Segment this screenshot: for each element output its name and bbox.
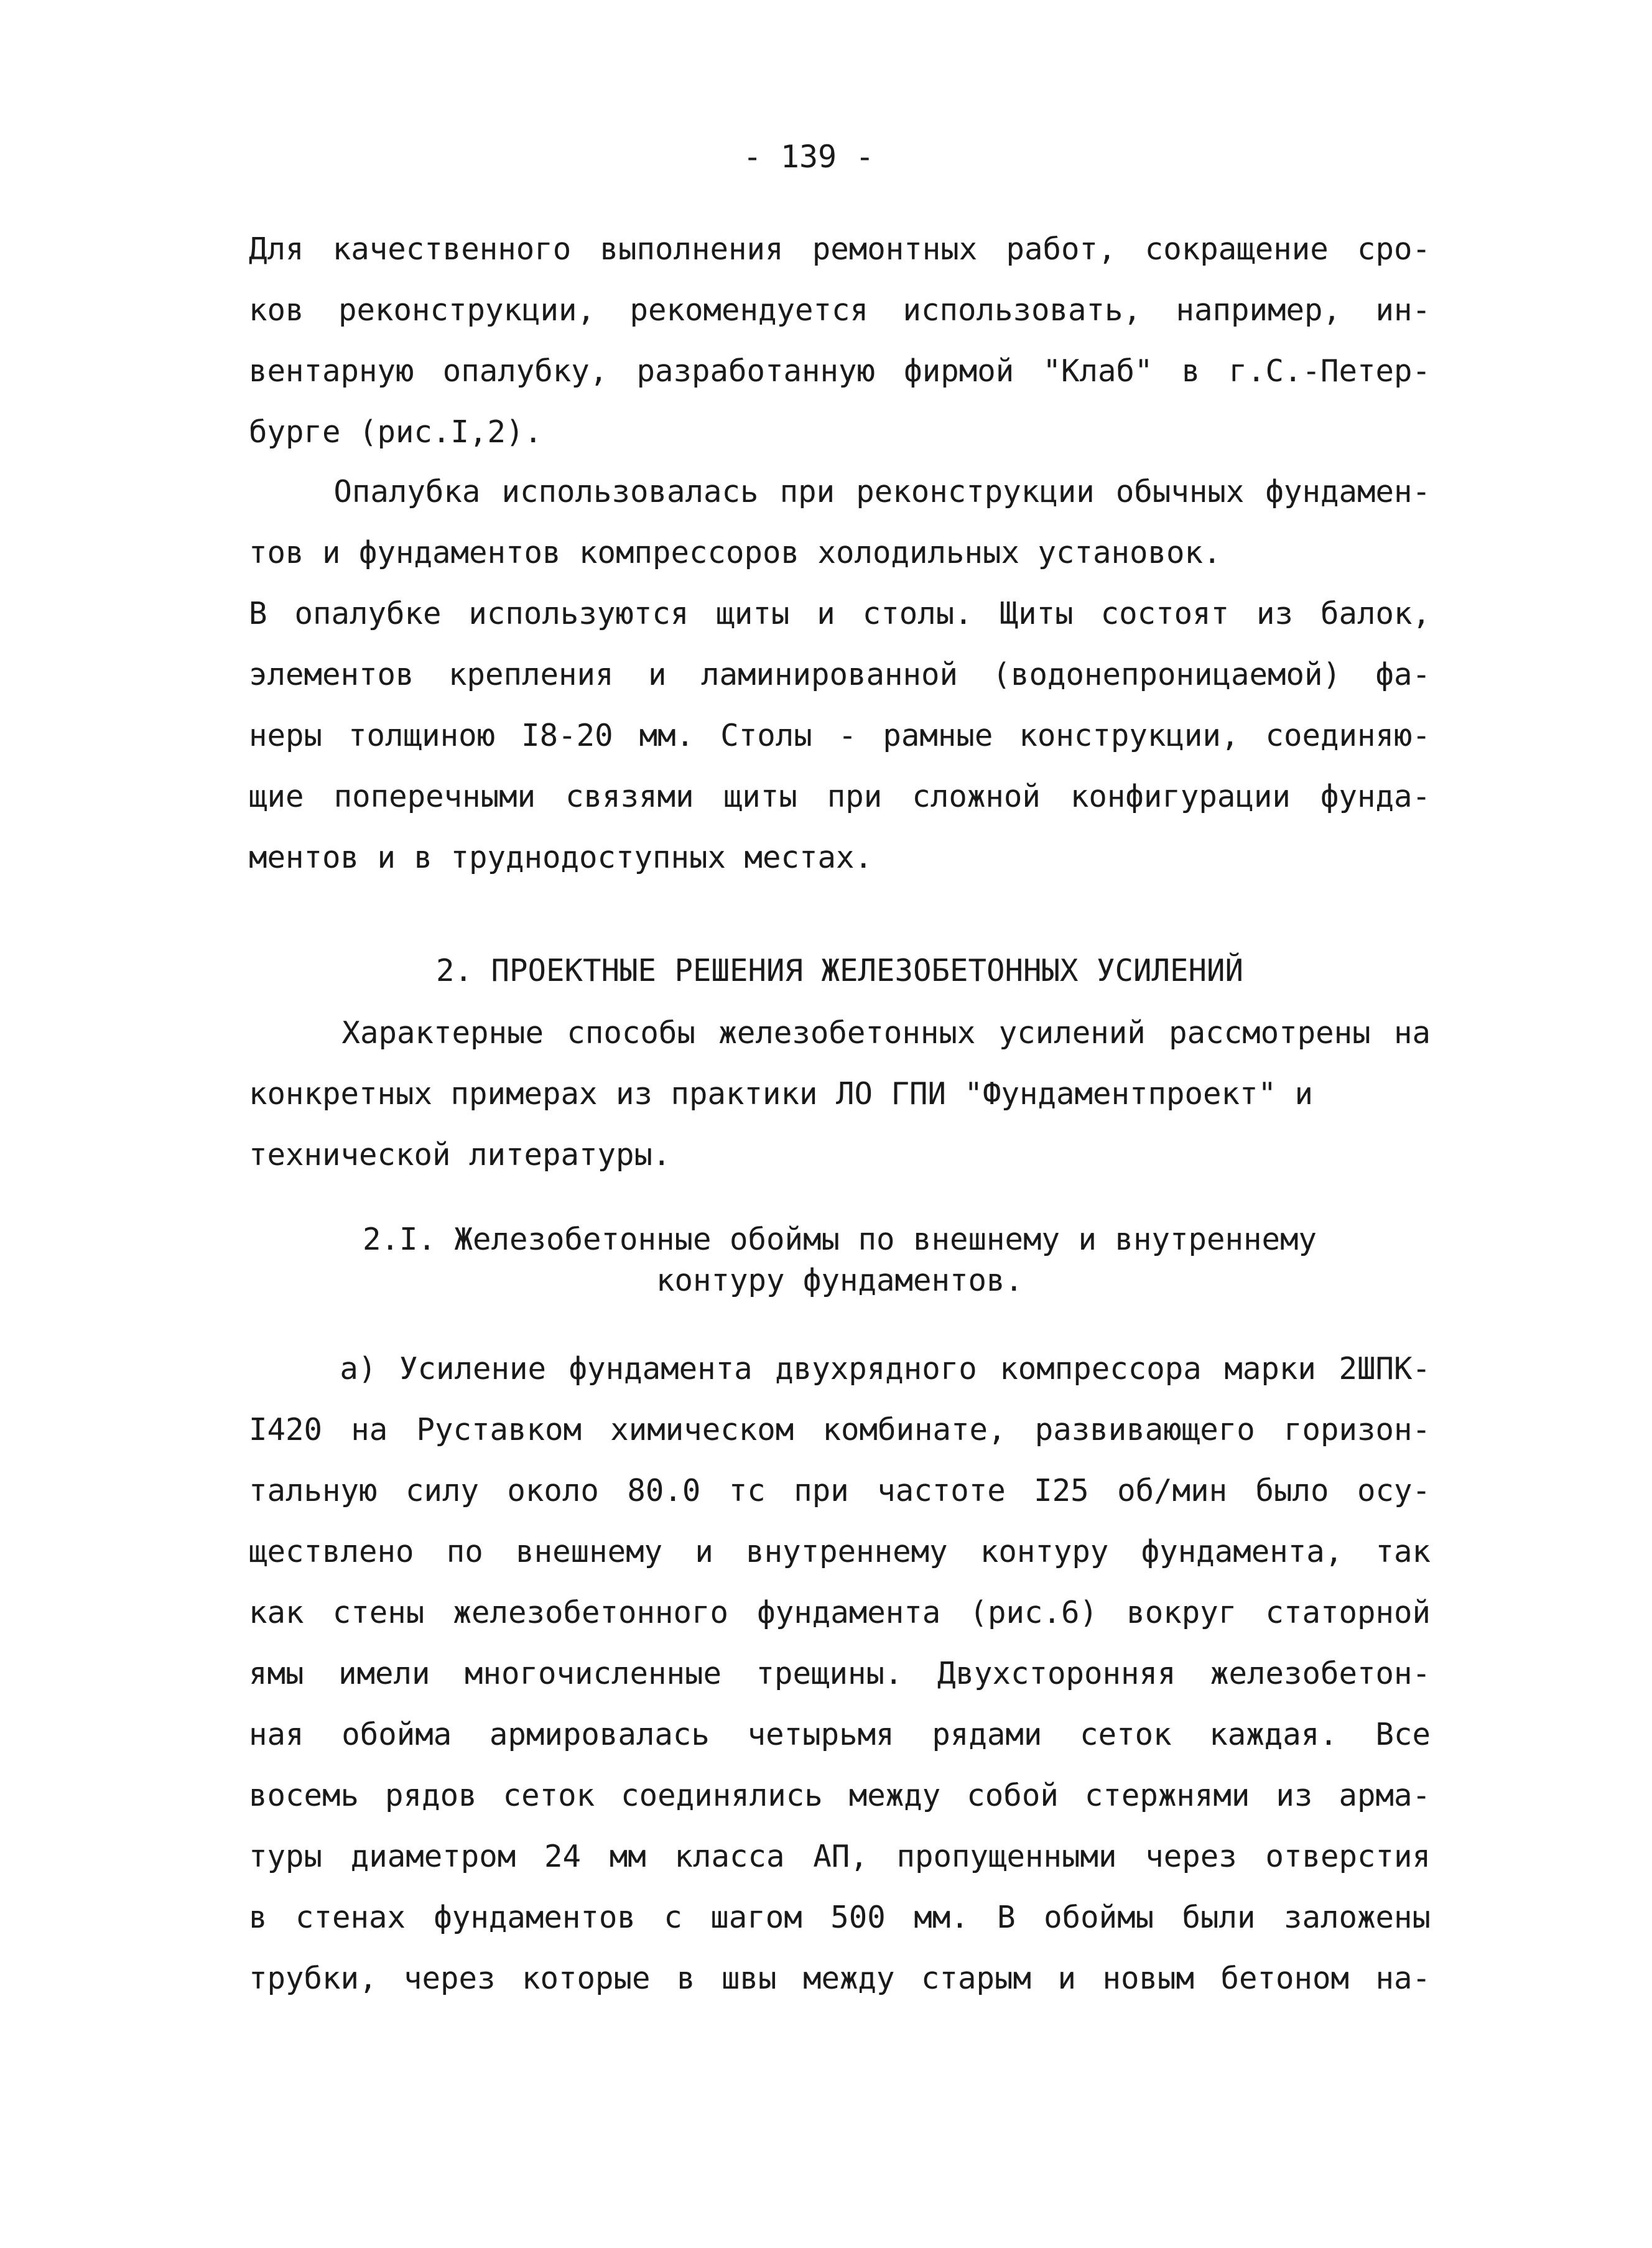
page-number: - 139 -	[743, 139, 875, 175]
text-line: туры диаметром 24 мм класса АП, пропущенными через отверстия	[249, 1839, 1431, 1874]
text-line: восемь рядов сеток соединялись между собой стержнями из арма-	[249, 1778, 1431, 1813]
text-line: ществлено по внешнему и внутреннему контуру фундамента, так	[249, 1534, 1431, 1569]
text-line: ная обойма армировалась четырьмя рядами сеток каждая. Все	[249, 1717, 1431, 1752]
text-line: элементов крепления и ламинированной (водонепроницаемой) фа-	[249, 657, 1431, 692]
text-line: как стены железобетонного фундамента (рис.6) вокруг статорной	[249, 1595, 1431, 1630]
text-line: трубки, через которые в швы между старым и новым бетоном на-	[249, 1961, 1431, 1996]
text-line: в стенах фундаментов с шагом 500 мм. В обоймы были заложены	[249, 1900, 1431, 1935]
text-line: Для качественного выполнения ремонтных работ, сокращение сро-	[249, 231, 1431, 267]
section-heading-text: 2. ПРОЕКТНЫЕ РЕШЕНИЯ ЖЕЛЕЗОБЕТОННЫХ УСИЛЕНИЙ	[435, 953, 1244, 988]
text-line: ментов и в труднодоступных местах.	[249, 840, 873, 875]
text-line: бурге (рис.I,2).	[249, 414, 543, 450]
paragraph-2	[249, 462, 1431, 888]
section-heading	[249, 941, 1431, 1001]
text-line: вентарную опалубку, разработанную фирмой "Клаб" в г.С.-Петер-	[249, 353, 1431, 389]
subsection-heading-line: 2.I. Железобетонные обоймы по внешнему и внутреннему	[362, 1222, 1317, 1257]
text-line: конкретных примерах из практики ЛО ГПИ "Фундаментпроект" и	[249, 1076, 1314, 1112]
text-line: технической литературы.	[249, 1137, 671, 1173]
text-line: Опалубка использовалась при реконструкции обычных фундамен-	[249, 474, 1431, 509]
text-line: неры толщиною I8-20 мм. Столы - рамные конструкции, соединяю-	[249, 718, 1431, 753]
paragraph-1	[249, 219, 1431, 463]
subsection-heading-line: контуру фундаментов.	[656, 1263, 1023, 1298]
text-line: В опалубке используются щиты и столы. Щиты состоят из балок,	[249, 596, 1431, 631]
text-line: Характерные способы железобетонных усилений рассмотрены на	[249, 1015, 1431, 1051]
text-line: щие поперечными связями щиты при сложной конфигурации фунда-	[249, 779, 1431, 814]
text-line: тов и фундаментов компрессоров холодильных установок.	[249, 535, 1222, 570]
paragraph-4	[249, 1339, 1431, 2009]
text-line: тальную силу около 80.0 тс при частоте I25 об/мин было осу-	[249, 1473, 1431, 1508]
subsection-heading	[249, 1219, 1431, 1301]
text-line: а) Усиление фундамента двухрядного компрессора марки 2ШПК-	[249, 1351, 1431, 1386]
paragraph-3	[249, 1003, 1431, 1186]
text-line: ямы имели многочисленные трещины. Двухсторонняя железобетон-	[249, 1656, 1431, 1691]
text-line: ков реконструкции, рекомендуется использовать, например, ин-	[249, 292, 1431, 328]
text-line: I420 на Руставком химическом комбинате, развивающего горизон-	[249, 1412, 1431, 1447]
